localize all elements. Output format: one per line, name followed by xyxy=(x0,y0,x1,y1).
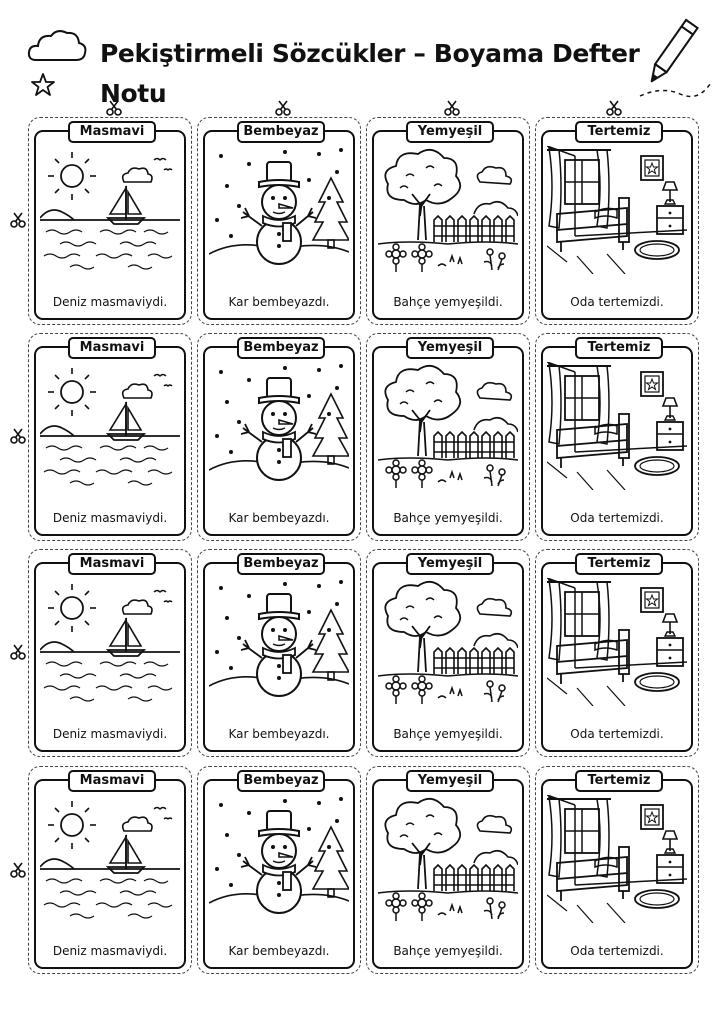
word-card xyxy=(34,340,186,536)
garden-tree-illustration xyxy=(378,362,518,490)
example-sentence: Oda tertemizdi. xyxy=(570,944,664,958)
example-sentence: Deniz masmaviydi. xyxy=(52,295,168,309)
garden-tree-illustration xyxy=(378,578,518,706)
example-sentence: Kar bembeyazdı. xyxy=(228,727,330,741)
clean-bedroom-illustration xyxy=(547,578,687,706)
scissors-icon xyxy=(10,862,26,878)
example-sentence: Bahçe yemyeşildi. xyxy=(393,944,503,958)
cut-out-cell xyxy=(535,766,699,974)
example-sentence: Kar bembeyazdı. xyxy=(228,295,330,309)
cut-out-cell xyxy=(366,549,530,757)
example-sentence: Bahçe yemyeşildi. xyxy=(393,511,503,525)
word-label: Bembeyaz xyxy=(237,121,325,143)
sea-sailboat-illustration xyxy=(40,146,180,274)
word-card xyxy=(541,124,693,320)
cut-out-cell xyxy=(535,117,699,325)
star-icon xyxy=(30,72,56,98)
clean-bedroom-illustration xyxy=(547,146,687,274)
cut-out-cell xyxy=(366,766,530,974)
example-sentence: Oda tertemizdi. xyxy=(570,511,664,525)
word-card xyxy=(372,556,524,752)
word-label: Tertemiz xyxy=(575,770,663,792)
word-card xyxy=(541,340,693,536)
example-sentence: Bahçe yemyeşildi. xyxy=(393,295,503,309)
cut-out-cell xyxy=(28,117,192,325)
word-label: Masmavi xyxy=(68,337,156,359)
word-label: Tertemiz xyxy=(575,337,663,359)
word-card xyxy=(203,556,355,752)
scissors-icon xyxy=(275,100,291,116)
scissors-icon xyxy=(444,100,460,116)
pencil-icon xyxy=(632,14,714,104)
cloud-icon xyxy=(26,26,88,66)
word-label: Yemyeşil xyxy=(406,337,494,359)
example-sentence: Oda tertemizdi. xyxy=(570,295,664,309)
cut-out-cell xyxy=(28,333,192,541)
cut-out-cell xyxy=(197,766,361,974)
word-label: Masmavi xyxy=(68,553,156,575)
snowman-illustration xyxy=(209,362,349,490)
cut-out-cell xyxy=(197,333,361,541)
example-sentence: Bahçe yemyeşildi. xyxy=(393,727,503,741)
scissors-icon xyxy=(10,428,26,444)
cut-out-cell xyxy=(535,549,699,757)
snowman-illustration xyxy=(209,578,349,706)
word-label: Yemyeşil xyxy=(406,553,494,575)
word-label: Masmavi xyxy=(68,770,156,792)
cut-out-cell xyxy=(28,549,192,757)
clean-bedroom-illustration xyxy=(547,795,687,923)
word-card xyxy=(372,124,524,320)
garden-tree-illustration xyxy=(378,146,518,274)
example-sentence: Deniz masmaviydi. xyxy=(52,944,168,958)
word-card xyxy=(203,340,355,536)
scissors-icon xyxy=(106,100,122,116)
word-card xyxy=(203,773,355,969)
snowman-illustration xyxy=(209,146,349,274)
example-sentence: Oda tertemizdi. xyxy=(570,727,664,741)
sea-sailboat-illustration xyxy=(40,795,180,923)
cut-out-cell xyxy=(366,333,530,541)
cut-out-cell xyxy=(197,117,361,325)
example-sentence: Deniz masmaviydi. xyxy=(52,727,168,741)
garden-tree-illustration xyxy=(378,795,518,923)
word-label: Bembeyaz xyxy=(237,770,325,792)
scissors-icon xyxy=(10,644,26,660)
sea-sailboat-illustration xyxy=(40,578,180,706)
word-card xyxy=(541,773,693,969)
snowman-illustration xyxy=(209,795,349,923)
cut-out-cell xyxy=(28,766,192,974)
word-card xyxy=(34,773,186,969)
clean-bedroom-illustration xyxy=(547,362,687,490)
word-label: Yemyeşil xyxy=(406,770,494,792)
scissors-icon xyxy=(10,212,26,228)
example-sentence: Kar bembeyazdı. xyxy=(228,944,330,958)
example-sentence: Deniz masmaviydi. xyxy=(52,511,168,525)
word-card xyxy=(34,556,186,752)
cut-out-cell xyxy=(366,117,530,325)
page-title: Pekiştirmeli Sözcükler – Boyama Defter Notu xyxy=(100,39,640,108)
word-card xyxy=(541,556,693,752)
word-card xyxy=(372,773,524,969)
example-sentence: Kar bembeyazdı. xyxy=(228,511,330,525)
word-label: Tertemiz xyxy=(575,121,663,143)
cut-out-cell xyxy=(197,549,361,757)
word-label: Bembeyaz xyxy=(237,337,325,359)
word-label: Tertemiz xyxy=(575,553,663,575)
sea-sailboat-illustration xyxy=(40,362,180,490)
word-card xyxy=(203,124,355,320)
cut-out-cell xyxy=(535,333,699,541)
word-card xyxy=(372,340,524,536)
word-label: Masmavi xyxy=(68,121,156,143)
word-label: Yemyeşil xyxy=(406,121,494,143)
word-card xyxy=(34,124,186,320)
word-label: Bembeyaz xyxy=(237,553,325,575)
scissors-icon xyxy=(606,100,622,116)
